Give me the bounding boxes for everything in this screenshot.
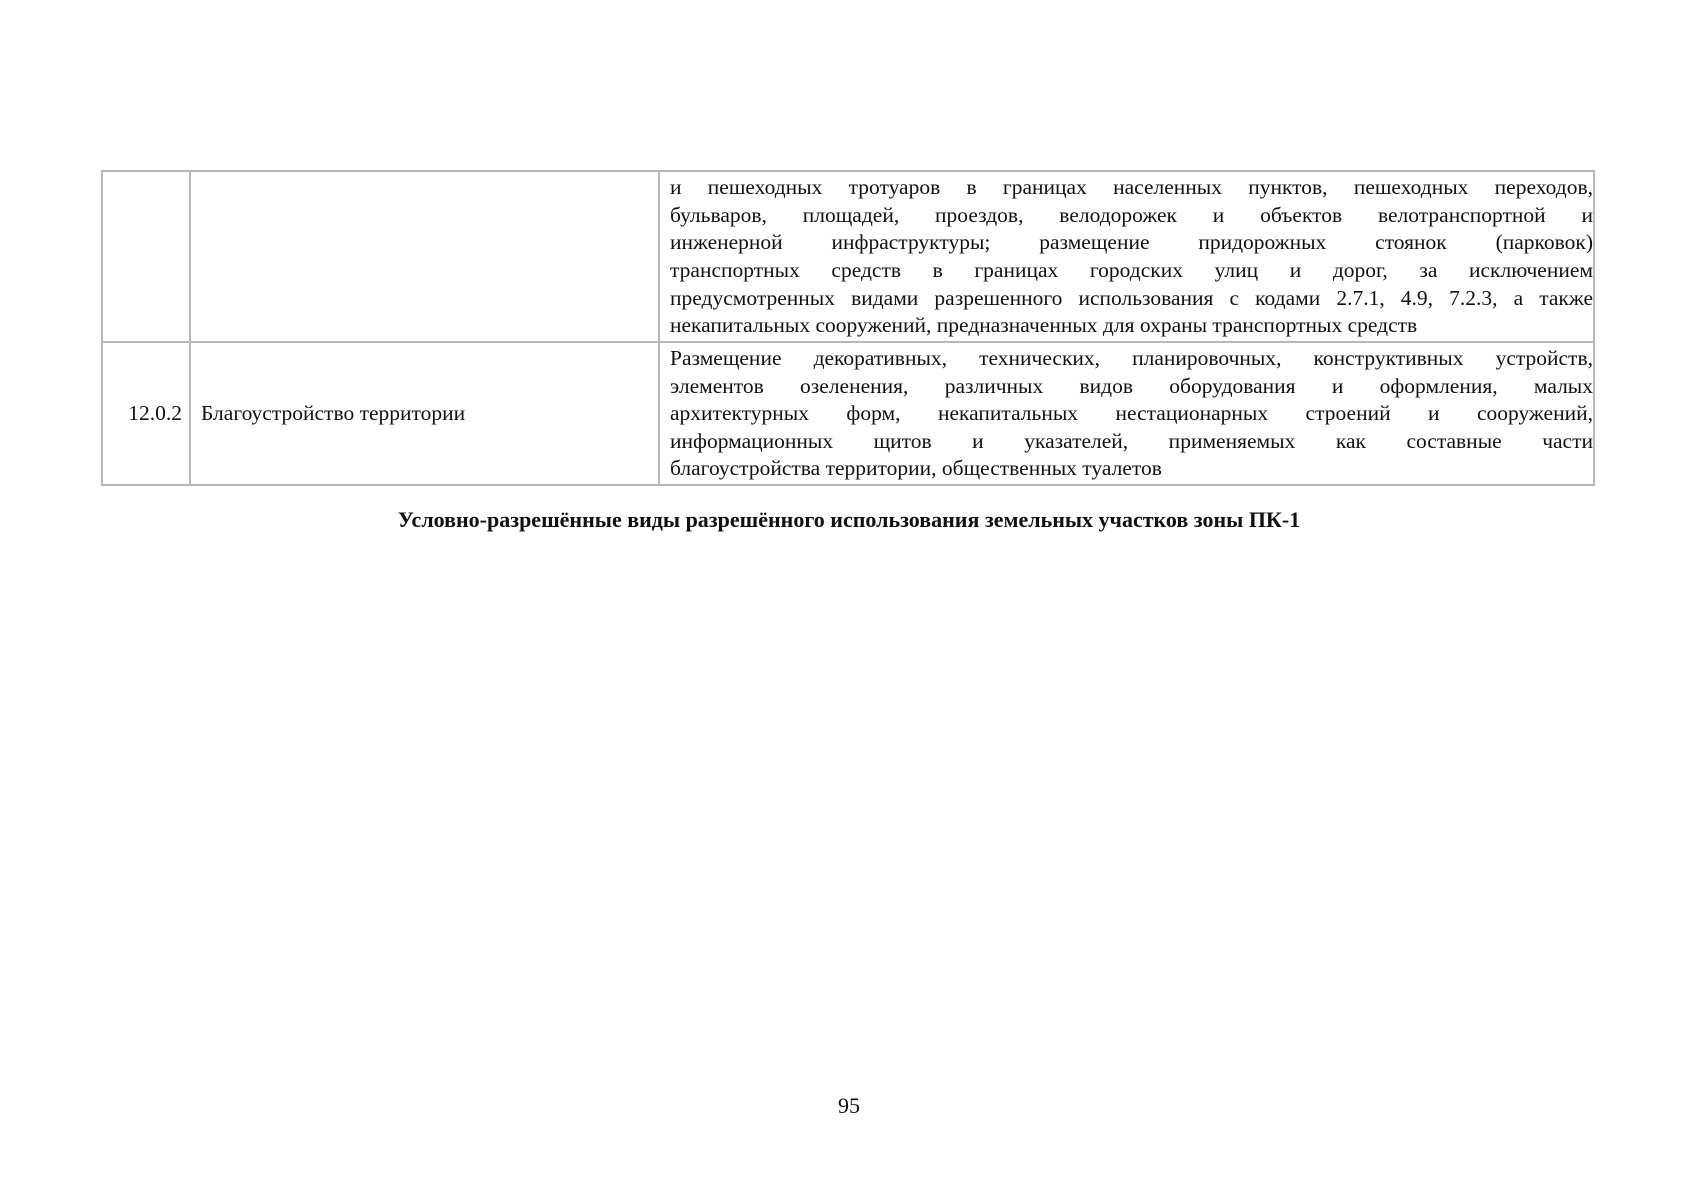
description-line: транспортных средств в границах городских улиц и дорог, за исключением <box>670 258 1593 282</box>
description-line: предусмотренных видами разрешенного использования с кодами 2.7.1, 4.9, 7.2.3, а также <box>670 285 1593 310</box>
page-number: 95 <box>838 1093 860 1118</box>
land-use-name-cell <box>190 171 659 342</box>
description-line: бульваров, площадей, проездов, велодорожек и объектов велотранспортной и <box>670 202 1593 227</box>
land-use-code-cell <box>102 171 190 342</box>
land-use-name-cell: Благоустройство территории <box>190 342 659 485</box>
description-line: и пешеходных тротуаров в границах населенных пунктов, пешеходных переходов, <box>670 175 1593 200</box>
table-row <box>102 342 1594 485</box>
section-heading: Условно-разрешённые виды разрешённого использования земельных участков зоны ПК-1 <box>397 507 1301 532</box>
description-line: Размещение декоративных, технических, планировочных, конструктивных устройств, <box>670 346 1593 370</box>
land-use-table <box>101 170 1595 486</box>
land-use-code-cell: 12.0.2 <box>102 342 190 485</box>
table-row <box>102 171 1594 342</box>
description-line: элементов озеленения, различных видов оборудования и оформления, малых <box>670 373 1593 398</box>
description-line: архитектурных форм, некапитальных нестационарных строений и сооружений, <box>670 401 1593 426</box>
description-line: некапитальных сооружений, предназначенных для охраны транспортных средств <box>670 313 1418 338</box>
land-use-description-cell <box>659 171 1594 342</box>
description-line: инженерной инфраструктуры; размещение придорожных стоянок (парковок) <box>670 230 1593 255</box>
description-line: благоустройства территории, общественных туалетов <box>670 456 1162 481</box>
description-line: информационных щитов и указателей, применяемых как составные части <box>670 428 1593 453</box>
land-use-description-cell <box>659 342 1594 485</box>
